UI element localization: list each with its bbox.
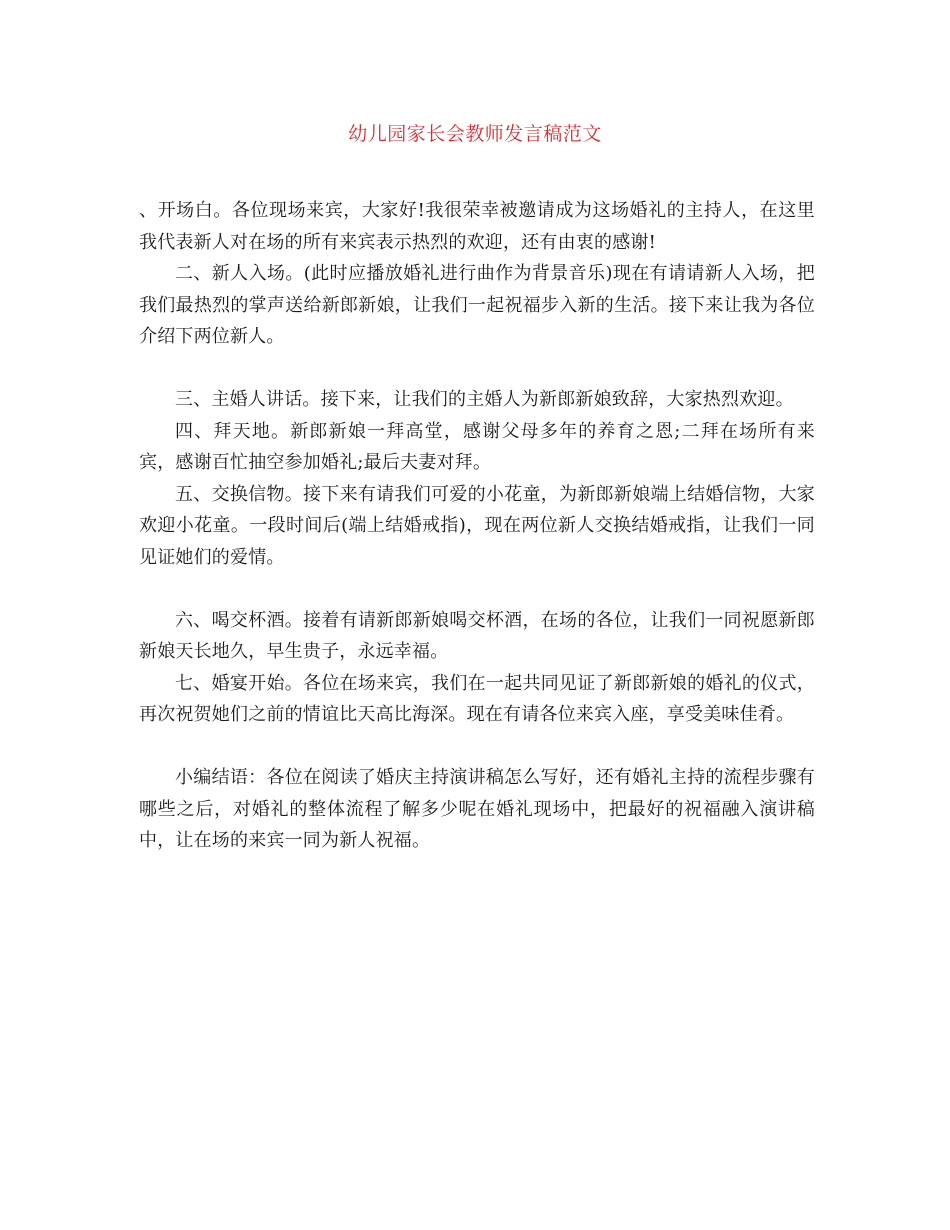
- paragraph-officiant-speech: 三、主婚人讲话。接下来，让我们的主婚人为新郎新娘致辞，大家热烈欢迎。: [175, 389, 794, 410]
- paragraph-gap: [139, 573, 815, 605]
- document-title: 幼儿园家长会教师发言稿范文: [348, 123, 602, 145]
- paragraph-ring-exchange: 五、交换信物。接下来有请我们可爱的小花童，为新郎新娘端上结婚信物，大家欢迎小花童。一段时间后(端上结婚戒指)，现在两位新人交换结婚戒指，让我们一同见证她们的爱情。: [139, 483, 815, 568]
- paragraph-banquet: 七、婚宴开始。各位在场来宾，我们在一起共同见证了新郎新娘的婚礼的仪式，再次祝贺她们之前的情谊比天高比海深。现在有请各位来宾入座，享受美味佳肴。: [139, 672, 815, 725]
- document-body: [139, 195, 815, 857]
- paragraph-toast: 六、喝交杯酒。接着有请新郎新娘喝交杯酒，在场的各位，让我们一同祝愿新郎新娘天长地久，早生贵子，永远幸福。: [139, 609, 815, 662]
- paragraph-bowing: 四、拜天地。新郎新娘一拜高堂，感谢父母多年的养育之恩;二拜在场所有来宾，感谢百忙抽空参加婚礼;最后夫妻对拜。: [139, 420, 815, 473]
- paragraph-gap: [139, 353, 815, 385]
- paragraph-gap: [139, 731, 815, 763]
- paragraph-entrance: 二、新人入场。(此时应播放婚礼进行曲作为背景音乐)现在有请请新人入场，把我们最热烈的掌声送给新郎新娘，让我们一起祝福步入新的生活。接下来让我为各位介绍下两位新人。: [139, 263, 815, 347]
- paragraph-opening: 、开场白。各位现场来宾，大家好!我很荣幸被邀请成为这场婚礼的主持人，在这里我代表新人对在场的所有来宾表示热烈的欢迎，还有由衷的感谢!: [139, 200, 815, 253]
- paragraph-editor-summary: 小编结语：各位在阅读了婚庆主持演讲稿怎么写好，还有婚礼主持的流程步骤有哪些之后，对婚礼的整体流程了解多少呢在婚礼现场中，把最好的祝福融入演讲稿中，让在场的来宾一同为新人祝福。: [139, 767, 815, 851]
